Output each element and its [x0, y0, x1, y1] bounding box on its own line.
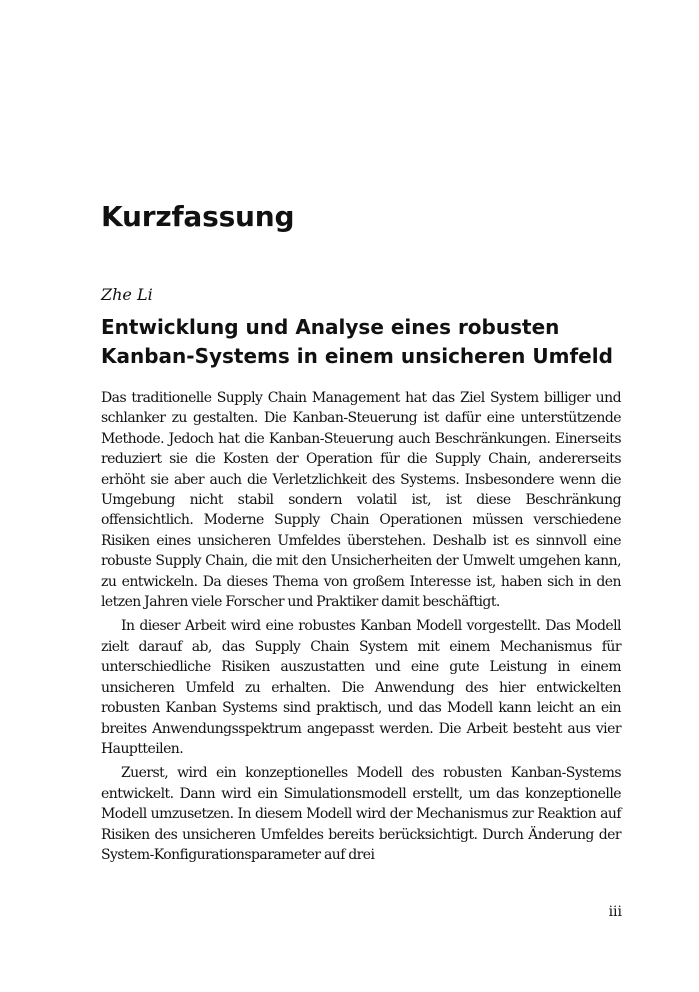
abstract-body	[101, 388, 621, 865]
page-number: iii	[608, 904, 622, 920]
abstract-paragraph-3: Zuerst, wird ein konzeptionelles Modell des robusten Kanban-Systems entwickelt. Dann wird ein Simulationsmodell erstellt, um das konzeptionelle Modell umzusetzen. In diesem Modell wird der Mechanismus zur Reaktion auf Risiken des unsicheren Umfeldes bereits berücksichtigt. Durch Änderung der System-Konfigurationsparameter auf drei	[101, 765, 621, 863]
chapter-title: Kurzfassung	[101, 200, 295, 233]
author-name: Zhe Li	[101, 285, 153, 304]
abstract-paragraph-2: In dieser Arbeit wird eine robustes Kanban Modell vorgestellt. Das Modell zielt darauf ab, das Supply Chain System mit einem Mechanismus für unterschiedliche Risiken auszustatten und eine gute Leistung in einem unsicheren Umfeld zu erhalten. Die Anwendung des hier entwickelten robusten Kanban Systems sind praktisch, und das Modell kann leicht an ein breites Anwendungsspektrum angepasst werden. Die Arbeit besteht aus vier Hauptteilen.	[101, 618, 621, 757]
thesis-title-line-1: Entwicklung und Analyse eines robusten	[101, 315, 560, 339]
abstract-paragraph-1: Das traditionelle Supply Chain Management hat das Ziel System billiger und schlanker zu gestalten. Die Kanban-Steuerung ist dafür eine unterstützende Methode. Jedoch hat die Kanban-Steuerung auch Beschränkungen. Einerseits reduziert sie die Kosten der Operation für die Supply Chain, andererseits erhöht sie aber auch die Verletzlichkeit des Systems. Insbesondere wenn die Umgebung nicht stabil sondern volatil ist, ist diese Beschränkung offensichtlich. Moderne Supply Chain Operationen müssen verschiedene Risiken eines unsicheren Umfeldes überstehen. Deshalb ist es sinnvoll eine robuste Supply Chain, die mit den Unsicherheiten der Umwelt umgehen kann, zu entwickeln. Da dieses Thema von großem Interesse ist, haben sich in den letzen Jahren viele Forscher und Praktiker damit beschäftigt.	[101, 390, 621, 611]
thesis-title	[101, 313, 641, 371]
thesis-title-line-2: Kanban-Systems in einem unsicheren Umfeld	[101, 344, 613, 368]
